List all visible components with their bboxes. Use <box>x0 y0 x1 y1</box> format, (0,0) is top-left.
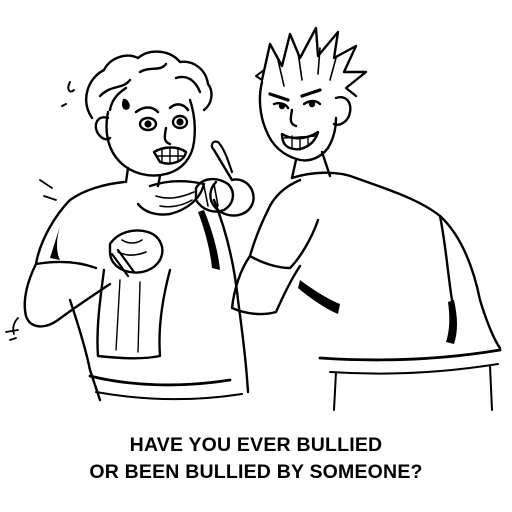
bully-shirt <box>268 173 500 348</box>
victim-face <box>107 100 195 176</box>
bully-hair <box>262 28 366 96</box>
victim-figure <box>10 52 248 400</box>
caption-line-2: OR BEEN BULLIED BY SOMEONE? <box>89 461 423 483</box>
bully-figure <box>196 28 500 410</box>
caption <box>0 432 512 486</box>
caption-line-1: HAVE YOU EVER BULLIED <box>129 434 383 456</box>
victim-shirt <box>36 182 248 400</box>
